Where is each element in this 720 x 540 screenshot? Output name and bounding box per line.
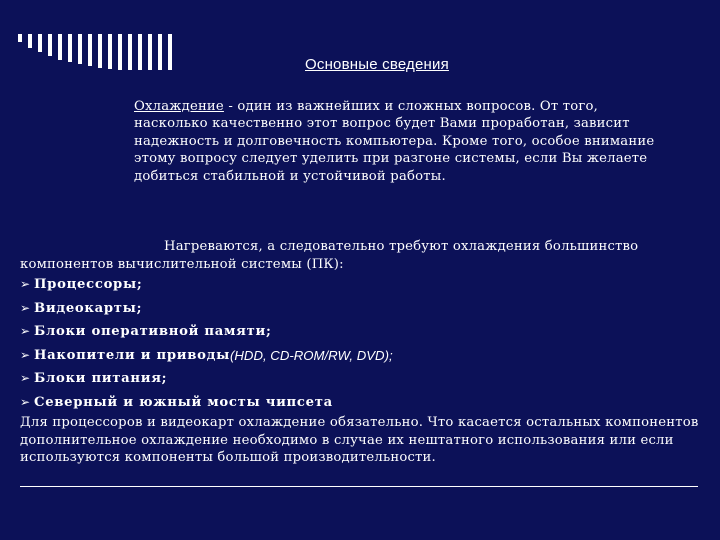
decorative-bar xyxy=(168,34,172,70)
component-list xyxy=(20,273,700,414)
list-item xyxy=(20,297,700,321)
list-item-label: Процессоры; xyxy=(34,277,143,293)
decorative-bar xyxy=(118,34,122,70)
decorative-bar xyxy=(138,34,142,70)
intro-text: - один из важнейших и сложных вопросов. От того, насколько качественно этот вопрос будет Вами проработан, зависит надежность и долговечность компьютера. Кроме того, особое внимание этому вопросу следует уделить при разгоне системы, если Вы желаете добиться стабильной и устойчивой работы. xyxy=(134,99,655,184)
intro-paragraph xyxy=(134,98,674,185)
intro-term: Охлаждение xyxy=(134,99,224,114)
list-item xyxy=(20,320,700,344)
decorative-bar xyxy=(58,34,62,60)
main-content xyxy=(20,238,700,467)
arrow-right-icon: ➢ xyxy=(20,347,31,362)
list-item xyxy=(20,391,700,415)
list-item xyxy=(20,344,700,368)
list-item-label: Блоки оперативной памяти; xyxy=(34,324,272,340)
arrow-right-icon: ➢ xyxy=(20,371,31,386)
decorative-bars xyxy=(18,34,172,70)
bottom-divider xyxy=(20,486,698,487)
decorative-bar xyxy=(108,34,112,69)
decorative-bar xyxy=(158,34,162,70)
decorative-bar xyxy=(148,34,152,70)
arrow-right-icon: ➢ xyxy=(20,277,31,292)
decorative-bar xyxy=(78,34,82,64)
decorative-bar xyxy=(68,34,72,62)
arrow-right-icon: ➢ xyxy=(20,300,31,315)
decorative-bar xyxy=(18,34,22,42)
list-item-note: (HDD, CD-ROM/RW, DVD); xyxy=(230,347,393,363)
arrow-right-icon: ➢ xyxy=(20,394,31,409)
closing-paragraph: Для процессоров и видеокарт охлаждение обязательно. Что касается остальных компонентов дополнительное охлаждение необходимо в случае их нештатного использования или если используются компоненты большой производительности. xyxy=(20,415,699,466)
decorative-bar xyxy=(88,34,92,66)
decorative-bar xyxy=(48,34,52,56)
list-item-label: Накопители и приводы xyxy=(34,347,230,363)
list-item-label: Блоки питания; xyxy=(34,371,168,387)
decorative-bar xyxy=(128,34,132,70)
lead-paragraph: Нагреваются, а следовательно требуют охлаждения большинство компонентов вычислительной системы (ПК): xyxy=(20,239,639,272)
arrow-right-icon: ➢ xyxy=(20,324,31,339)
decorative-bar xyxy=(38,34,42,52)
list-item xyxy=(20,367,700,391)
slide-title: Основные сведения xyxy=(305,56,449,73)
list-item-label: Видеокарты; xyxy=(34,300,143,316)
decorative-bar xyxy=(98,34,102,68)
list-item xyxy=(20,273,700,297)
decorative-bar xyxy=(28,34,32,48)
list-item-label: Северный и южный мосты чипсета xyxy=(34,394,333,410)
